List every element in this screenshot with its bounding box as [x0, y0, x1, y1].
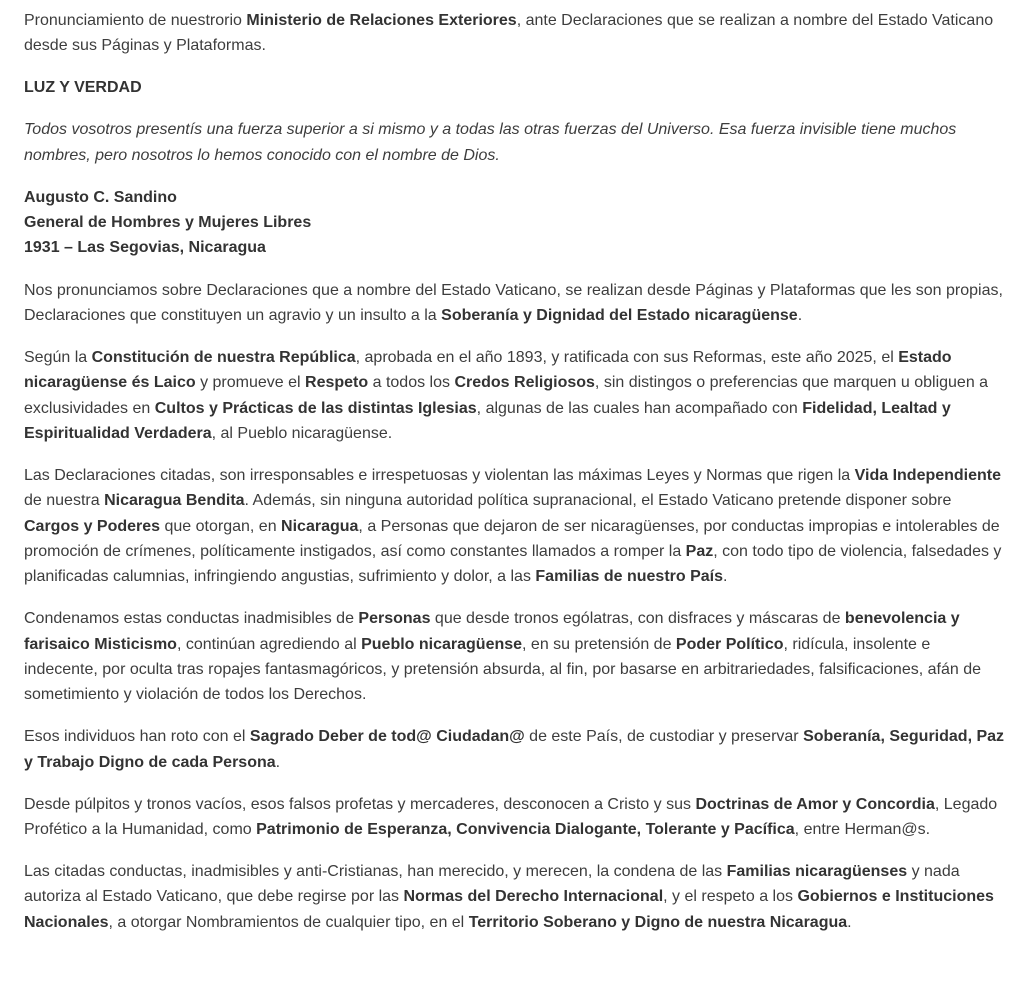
emphasis-text: Patrimonio de Esperanza, Convivencia Dialogante, Tolerante y Pacífica [256, 820, 795, 838]
emphasis-text: Nicaragua Bendita [104, 492, 245, 510]
text-run: , ridícula, insolente e indecente, por oculta tras ropajes fantasmagóricos, y pretensión absurda, al fin, por basarse en arbitrariedades, falsificaciones, afán de sometimiento y violación de todos los Derechos. [24, 635, 981, 704]
text-run: , continúan agrediendo al [176, 635, 362, 653]
emphasis-text: Estado nicaragüense és Laico [24, 348, 952, 392]
emphasis-text: Nicaragua [281, 517, 359, 535]
text-run: . [723, 568, 728, 586]
emphasis-text: Credos Religiosos [454, 374, 595, 392]
body-paragraph [24, 606, 1008, 707]
emphasis-text: Territorio Soberano y Digno de nuestra Nicaragua [468, 913, 848, 931]
quote-signature [24, 185, 1008, 261]
text-run: . [797, 306, 803, 324]
text-run: , con todo tipo de violencia, falsedades y planificadas calumnias, infringiendo angustias, sufrimiento y dolor, a las [24, 542, 1002, 586]
body-paragraph [24, 345, 1008, 446]
text-run: y promueve el [195, 374, 306, 392]
emphasis-text: Poder Político [675, 635, 784, 653]
text-run: , ante Declaraciones que se realizan a nombre del Estado Vaticano desde sus Páginas y Plataformas. [24, 12, 994, 55]
text-run: , algunas de las cuales han acompañado con [476, 399, 803, 417]
body-paragraph [24, 792, 1008, 843]
emphasis-text: 1931 – Las Segovias, Nicaragua [24, 239, 266, 257]
emphasis-text: Pueblo nicaragüense [361, 635, 523, 653]
text-run: de este País, de custodiar y preservar [524, 728, 804, 746]
text-run: Esos individuos han roto con el [24, 728, 250, 746]
text-run: , a otorgar Nombramientos de cualquier tipo, en el [108, 913, 469, 931]
emphasis-text: Gobiernos e Instituciones Nacionales [24, 888, 994, 931]
text-run: y nada autoriza al Estado Vaticano, que debe regirse por las [24, 862, 960, 906]
sandino-quote [24, 117, 1008, 168]
section-heading [24, 75, 1008, 100]
emphasis-text: Paz [685, 542, 714, 560]
text-run: . [275, 753, 281, 771]
body-paragraph [24, 278, 1008, 329]
italic-text: Todos vosotros presentís una fuerza superior a si mismo y a todas las otras fuerzas del Universo. Esa fuerza invisible tiene muchos nombres, pero nosotros lo hemos conocido con el nombre de Dios. [24, 121, 957, 164]
text-run: que desde tronos ególatras, con disfraces y máscaras de [430, 610, 845, 628]
text-run: Las Declaraciones citadas, son irresponsables e irrespetuosas y violentan las máximas Leyes y Normas que rigen la [24, 466, 855, 484]
text-run: , al Pueblo nicaragüense. [211, 424, 393, 442]
emphasis-text: benevolencia y farisaico Misticismo [24, 610, 960, 653]
emphasis-text: LUZ Y VERDAD [24, 79, 142, 97]
text-run: , y el respeto a los [663, 888, 798, 906]
text-run: Pronunciamiento de nuestrorio [24, 12, 247, 29]
emphasis-text: Cargos y Poderes [24, 517, 161, 535]
emphasis-text: Familias nicaragüenses [726, 862, 908, 880]
emphasis-text: Doctrinas de Amor y Concordia [695, 795, 935, 813]
text-run: Las citadas conductas, inadmisibles y anti-Cristianas, han merecido, y merecen, la condena de las [24, 862, 727, 880]
text-run: , a Personas que dejaron de ser nicaragüenses, por conductas impropias e intolerables de promoción de crímenes, políticamente instigados, así como constantes llamados a romper la [24, 517, 1000, 560]
emphasis-text: Fidelidad, Lealtad y Espiritualidad Verdadera [24, 399, 951, 442]
emphasis-text: Ministerio de Relaciones Exteriores [246, 12, 517, 29]
emphasis-text: General de Hombres y Mujeres Libres [24, 214, 312, 232]
emphasis-text: Familias de nuestro País [535, 568, 724, 586]
body-paragraph [24, 463, 1008, 589]
emphasis-text: Sagrado Deber de tod@ Ciudadan@ [249, 728, 525, 746]
emphasis-text: Soberanía y Dignidad del Estado nicaragüense [441, 306, 798, 324]
text-run: , sin distingos o preferencias que marquen u obliguen a exclusividades en [24, 374, 989, 417]
emphasis-text: Normas del Derecho Internacional [403, 888, 664, 906]
text-run: Condenamos estas conductas inadmisibles de [24, 610, 359, 628]
text-run: , entre Herman@s. [794, 820, 931, 838]
text-run: a todos los [368, 374, 455, 392]
body-paragraph [24, 859, 1008, 935]
text-run: de nuestra [24, 492, 105, 510]
text-run: Desde púlpitos y tronos vacíos, esos falsos profetas y mercaderes, desconocen a Cristo y sus [24, 795, 696, 813]
text-run: que otorgan, en [160, 517, 282, 535]
emphasis-text: Vida Independiente [854, 466, 1002, 484]
emphasis-text: Cultos y Prácticas de las distintas Iglesias [154, 399, 477, 417]
body-paragraph [24, 724, 1008, 775]
text-run: . Además, sin ninguna autoridad política supranacional, el Estado Vaticano pretende disponer sobre [244, 492, 952, 510]
emphasis-text: Augusto C. Sandino [24, 188, 177, 206]
text-run: , Legado Profético a la Humanidad, como [24, 795, 998, 838]
article-body [24, 8, 1008, 952]
intro-paragraph [24, 8, 1008, 59]
emphasis-text: Personas [358, 610, 431, 628]
text-run: . [847, 913, 852, 931]
emphasis-text: Soberanía, Seguridad, Paz y Trabajo Digno de cada Persona [24, 728, 1005, 771]
emphasis-text: Respeto [305, 374, 369, 392]
emphasis-text: Constitución de nuestra República [91, 348, 356, 366]
text-run: Nos pronunciamos sobre Declaraciones que a nombre del Estado Vaticano, se realizan desde Páginas y Plataformas que les son propias, Declaraciones que constituyen un agravio y un insulto a la [24, 281, 1003, 324]
text-run: , en su pretensión de [522, 635, 676, 653]
text-run: Según la [24, 348, 92, 366]
text-run: , aprobada en el año 1893, y ratificada con sus Reformas, este año 2025, el [355, 348, 899, 366]
